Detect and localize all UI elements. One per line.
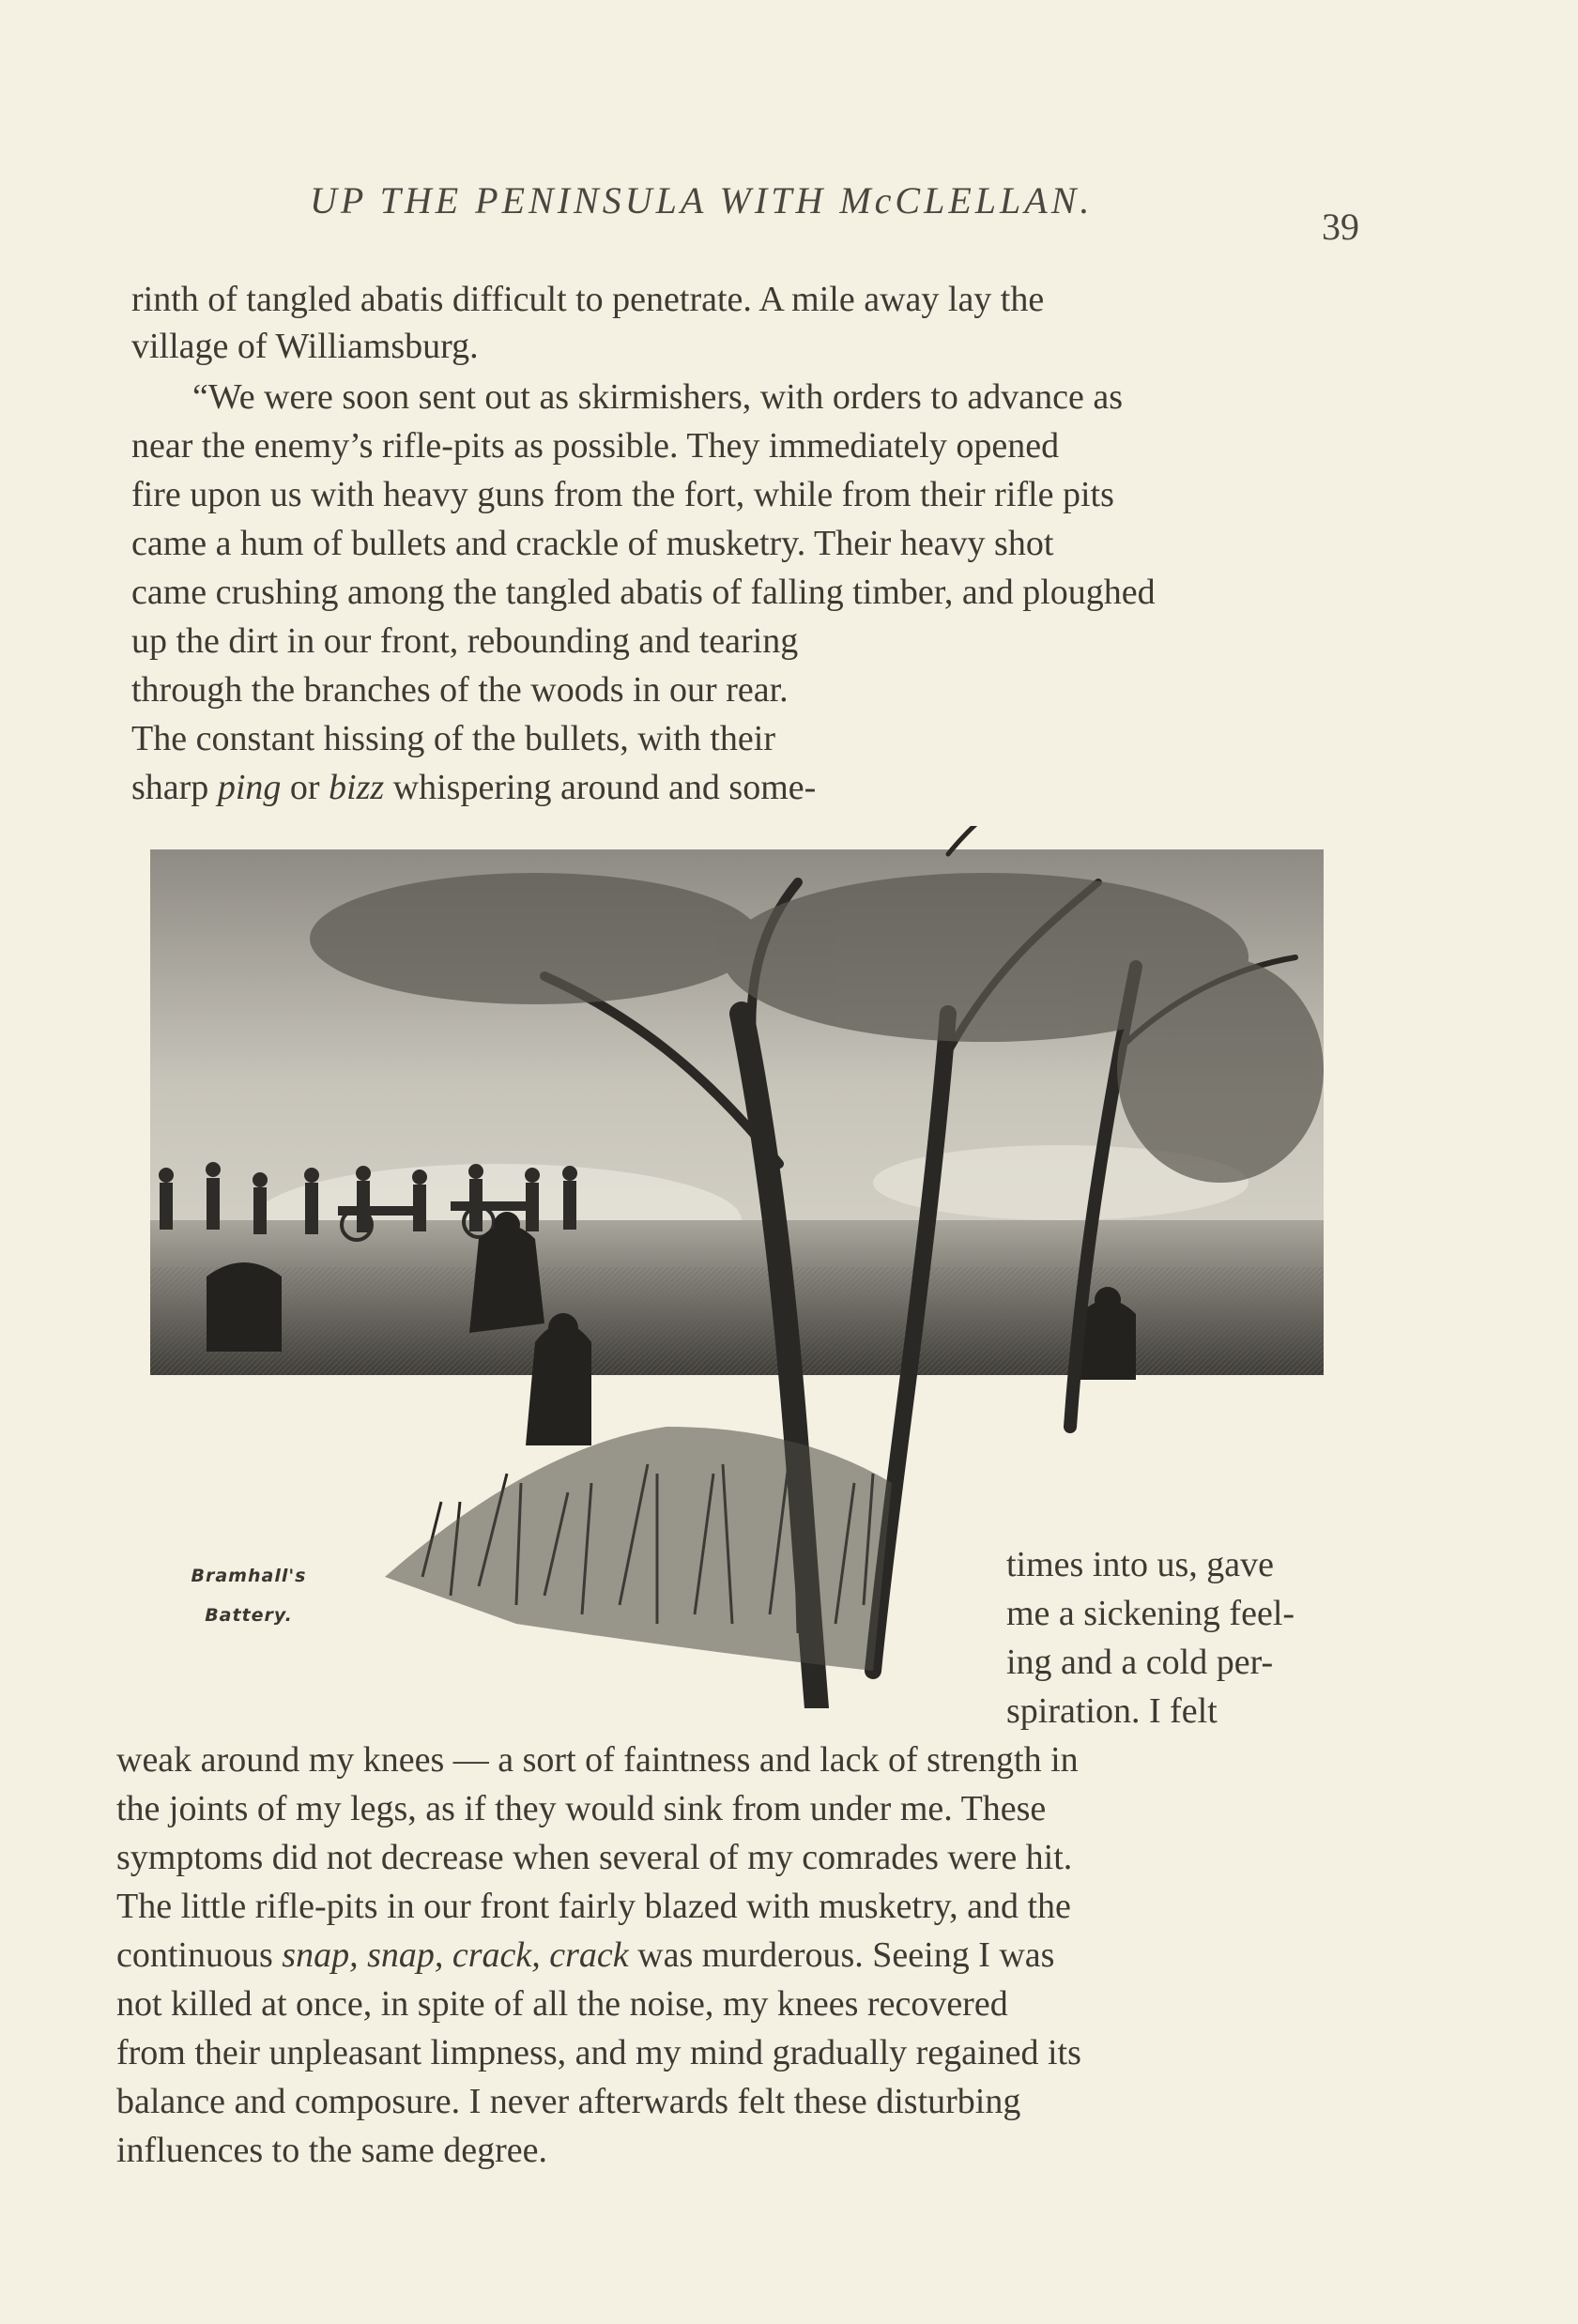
text-line: fire upon us with heavy guns from the fort, while from their rifle pits [131, 475, 1114, 514]
text-fragment: sharp [131, 768, 218, 807]
running-title: UP THE PENINSULA WITH McCLELLAN. [310, 179, 1094, 222]
text-line: up the dirt in our front, rebounding and tearing [131, 621, 799, 661]
italic-word: ping [217, 768, 282, 807]
grass-mass [385, 1427, 892, 1671]
text-line: ing and a cold per- [1006, 1643, 1274, 1682]
text-line: me a sickening feel- [1006, 1594, 1295, 1633]
text-fragment: or [281, 768, 329, 807]
text-line: The constant hissing of the bullets, with their [131, 719, 776, 758]
page-number: 39 [1322, 206, 1359, 248]
italic-word: snap, [367, 1935, 444, 1975]
italic-word: crack, [452, 1935, 541, 1975]
text-line: influences to the same degree. [116, 2131, 547, 2170]
text-line: through the branches of the woods in our rear. [131, 670, 789, 710]
caption-line: Battery. [205, 1605, 293, 1626]
text-fragment: continuous [116, 1935, 283, 1975]
italic-word: snap, [282, 1935, 359, 1975]
text-line-snap [116, 1937, 1054, 1973]
text-line: rinth of tangled abatis difficult to penetrate. A mile away lay the [131, 280, 1045, 319]
text-line: The little rifle-pits in our front fairly blazed with musketry, and the [116, 1887, 1071, 1926]
text-line: near the enemy’s rifle-pits as possible. They immediately opened [131, 426, 1060, 466]
text-line: balance and composure. I never afterwards felt these disturbing [116, 2082, 1021, 2121]
text-line-sharp [131, 770, 816, 805]
text-line: village of Williamsburg. [131, 327, 479, 366]
text-line: weak around my knees — a sort of faintness and lack of strength in [116, 1740, 1079, 1780]
italic-word: bizz [329, 768, 385, 807]
italic-word: crack [549, 1935, 629, 1975]
text-line: came crushing among the tangled abatis of falling timber, and ploughed [131, 573, 1156, 612]
text-fragment: was murderous. Seeing I was [628, 1935, 1055, 1975]
text-line: came a hum of bullets and crackle of musketry. Their heavy shot [131, 524, 1054, 563]
text-line: “We were soon sent out as skirmishers, with orders to advance as [192, 377, 1124, 417]
text-fragment: whispering around and some- [384, 768, 817, 807]
text-line: times into us, gave [1006, 1545, 1274, 1584]
caption-line: Bramhall's [191, 1566, 307, 1586]
text-line: the joints of my legs, as if they would sink from under me. These [116, 1789, 1047, 1828]
text-line: symptoms did not decrease when several of my comrades were hit. [116, 1838, 1073, 1877]
ground-hatch [150, 1267, 1324, 1375]
text-line: not killed at once, in spite of all the noise, my knees recovered [116, 1984, 1008, 2024]
text-line: from their unpleasant limpness, and my mind gradually regained its [116, 2033, 1081, 2072]
text-line: spiration. I felt [1006, 1691, 1218, 1731]
